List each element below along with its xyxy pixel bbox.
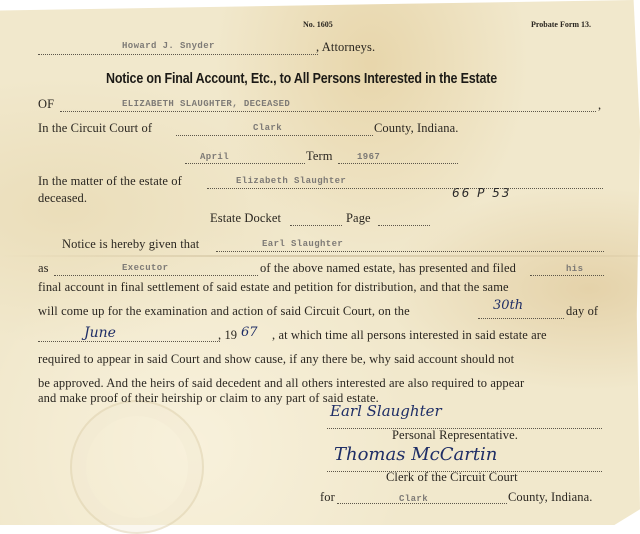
attorney-name: Howard J. Snyder [122,41,215,51]
docket-label: Estate Docket [210,211,282,225]
role-dotted-line [54,274,258,276]
month-dotted-line [38,340,220,342]
role-continuation: of the above named estate, has presented and filed [260,261,516,275]
estate-dotted-line [207,187,603,189]
paper-fold-line [0,255,640,257]
court-dotted-line [176,134,373,136]
court-suffix: County, Indiana. [374,121,459,135]
deceased-label: deceased. [38,191,88,205]
clerk-county-suffix: County, Indiana. [508,490,593,504]
document-title: Notice on Final Account, Etc., to All Persons Interested in the Estate [106,71,498,87]
court-label: In the Circuit Court of [38,121,153,135]
attorney-dotted-line [38,53,318,55]
clerk-signature: Thomas McCartin [334,444,498,465]
given-dotted-line [216,250,604,252]
term-label: Term [306,149,333,163]
of-label: OF [38,97,55,111]
form-id: Probate Form 13. [531,20,592,29]
clerk-label: Clerk of the Circuit Court [386,470,518,484]
page-dotted-line [378,224,430,226]
hearing-day: 30th [493,298,524,313]
of-dotted-line [60,110,596,112]
term-year-dotted-line [338,162,458,164]
day-dotted-line [478,317,564,319]
hearing-year: 67 [241,325,258,340]
pronoun: his [566,264,584,274]
notice-line-6: required to appear in said Court and show cause, if any there be, why said account should not [38,352,515,366]
of-comma: , [598,98,602,112]
as-label: as [38,261,49,275]
estate-name: Elizabeth Slaughter [236,176,347,186]
representative-label: Personal Representative. [392,428,518,442]
term-month-dotted-line [185,162,305,164]
representative-name: Earl Slaughter [262,239,344,249]
notice-line-5: , at which time all persons interested in said estate are [272,328,547,342]
clerk-county: Clark [399,494,429,504]
form-number: No. 1605 [303,20,333,29]
page-label: Page [346,211,371,225]
court-county: Clark [253,123,283,133]
representative-signature: Earl Slaughter [330,402,442,420]
notice-line-8: and make proof of their heirship or claim to any part of said estate. [38,391,379,405]
docket-dotted-line [290,224,342,226]
notice-line-3: final account in final settlement of said estate and petition for distribution, and that the same [38,280,509,294]
term-year: 1967 [357,152,381,162]
handwritten-docket-ref: 66 P 53 [452,186,512,200]
notice-line-7: be approved. And the heirs of said decedent and all others interested are also required to appear [38,376,525,390]
attorneys-label: , Attorneys. [316,40,376,54]
hearing-month: June [84,325,116,341]
notice-given-label: Notice is hereby given that [62,237,200,251]
day-of-label: day of [566,304,599,318]
for-label: for [320,490,335,504]
representative-role: Executor [122,263,169,273]
notice-line-4: will come up for the examination and action of said Circuit Court, on the [38,304,410,318]
estate-label: In the matter of the estate of [38,174,182,188]
pronoun-dotted-line [530,274,604,276]
year-prefix: , 19 [218,328,238,342]
deceased-name-caps: ELIZABETH SLAUGHTER, DECEASED [122,99,291,109]
term-month: April [200,152,230,162]
embossed-seal [70,400,204,534]
